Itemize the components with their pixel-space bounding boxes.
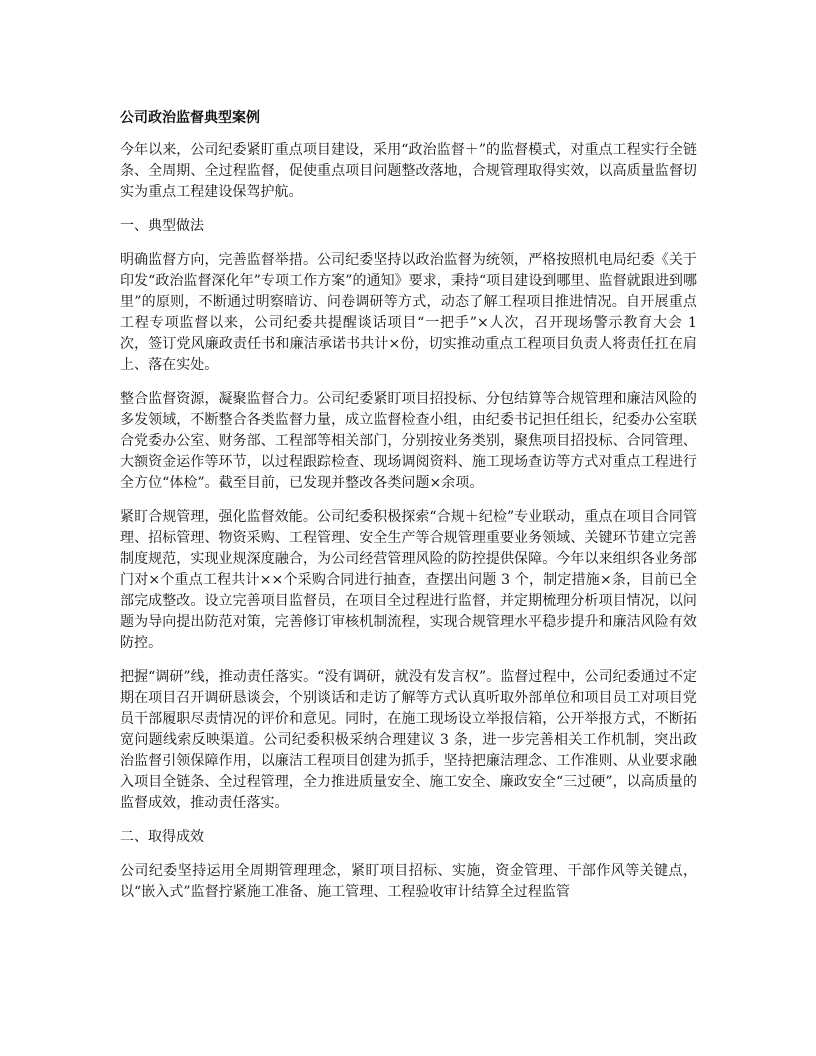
section-heading-results: 二、取得成效 bbox=[120, 829, 204, 845]
paragraph-results: 公司纪委坚持运用全周期管理理念，紧盯项目招标、实施，资金管理、干部作风等关键点，以“嵌入式”监督拧紧施工准备、施工管理、工程验收审计结算全过程监管 bbox=[120, 863, 697, 900]
document-title: 公司政治监督典型案例 bbox=[120, 110, 260, 126]
paragraph-compliance: 紧盯合规管理，强化监督效能。公司纪委积极探索“合规＋纪检”专业联动，重点在项目合同管理、招标管理、物资采购、工程管理、安全生产等合规管理重要业务领域、关键环节建立完善制度规范，实现业规深度融合，为公司经营管理风险的防控提供保障。今年以来组织各业务部门对×个重点工程共计××个采购合同进行抽查，查摆出问题 3 个，制定措施×条，目前已全部完成整改。设立完善项目监督员，在项目全过程进行监督，并定期梳理分析项目情况，以问题为导向提出防范对策，完善修订审核机制流程，实现合规管理水平稳步提升和廉洁风险有效防控。 bbox=[120, 509, 697, 651]
paragraph-research: 把握“调研”线，推动责任落实。“没有调研，就没有发言权”。监督过程中，公司纪委通过不定期在项目召开调研恳谈会，个别谈话和走访了解等方式认真听取外部单位和项目员工对项目党员干部履职尽责情况的评价和意见。同时，在施工现场设立举报信箱，公开举报方式，不断拓宽问题线索反映渠道。公司纪委积极采纳合理建议 3 条，进一步完善相关工作机制，突出政治监督引领保障作用，以廉洁工程项目创建为抓手，坚持把廉洁理念、工作准则、从业要求融入项目全链条、全过程管理，全力推进质量安全、施工安全、廉政安全“三过硬”，以高质量的监督成效，推动责任落实。 bbox=[120, 669, 697, 811]
section-heading-practices: 一、典型做法 bbox=[120, 218, 204, 234]
paragraph-direction: 明确监督方向，完善监督举措。公司纪委坚持以政治监督为统领，严格按照机电局纪委《关于印发“政治监督深化年”专项工作方案”的通知》要求，秉持“项目建设到哪里、监督就跟进到哪里”的原则，不断通过明察暗访、问卷调研等方式，动态了解工程项目推进情况。自开展重点工程专项监督以来，公司纪委共提醒谈话项目“一把手”×人次，召开现场警示教育大会 1 次，签订党风廉政责任书和廉洁承诺书共计×份，切实推动重点工程项目负责人将责任扛在肩上、落在实处。 bbox=[120, 252, 697, 373]
paragraph-resources: 整合监督资源，凝聚监督合力。公司纪委紧盯项目招投标、分包结算等合规管理和廉洁风险的多发领域，不断整合各类监督力量，成立监督检查小组，由纪委书记担任组长，纪委办公室联合党委办公室、财务部、工程部等相关部门，分别按业务类别，聚焦项目招投标、合同管理、大额资金运作等环节，以过程跟踪检查、现场调阅资料、施工现场查访等方式对重点工程进行全方位“体检”。截至目前，已发现并整改各类问题×余项。 bbox=[120, 391, 697, 491]
intro-paragraph: 今年以来，公司纪委紧盯重点项目建设，采用“政治监督＋”的监督模式，对重点工程实行全链条、全周期、全过程监督，促使重点项目问题整改落地，合规管理取得实效，以高质量监督切实为重点工程建设保驾护航。 bbox=[120, 142, 697, 200]
document-page bbox=[120, 100, 697, 916]
